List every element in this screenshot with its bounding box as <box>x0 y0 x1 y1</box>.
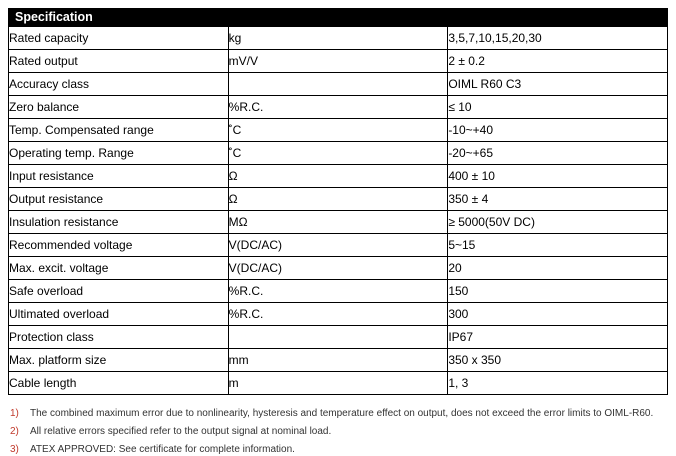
table-row <box>9 326 668 349</box>
value-cell: 2 ± 0.2 <box>448 50 668 73</box>
value-cell: 3,5,7,10,15,20,30 <box>448 27 668 50</box>
value-cell: -10~+40 <box>448 119 668 142</box>
table-row <box>9 27 668 50</box>
unit-cell: Ω <box>228 188 448 211</box>
table-row <box>9 188 668 211</box>
note-item <box>10 443 660 456</box>
table-row <box>9 280 668 303</box>
table-header-row <box>9 9 668 27</box>
table-row <box>9 50 668 73</box>
table-row <box>9 234 668 257</box>
table-title: Specification <box>9 9 668 27</box>
value-cell: 1, 3 <box>448 372 668 395</box>
parameter-cell: Protection class <box>9 326 229 349</box>
value-cell: 5~15 <box>448 234 668 257</box>
unit-cell: %R.C. <box>228 303 448 326</box>
value-cell: OIML R60 C3 <box>448 73 668 96</box>
specification-sheet <box>0 8 676 455</box>
parameter-cell: Accuracy class <box>9 73 229 96</box>
unit-cell: mV/V <box>228 50 448 73</box>
parameter-cell: Rated output <box>9 50 229 73</box>
unit-cell: ˚C <box>228 119 448 142</box>
note-number: 2) <box>10 426 19 437</box>
parameter-cell: Recommended voltage <box>9 234 229 257</box>
table-row <box>9 119 668 142</box>
value-cell: 20 <box>448 257 668 280</box>
table-body <box>9 27 668 395</box>
value-cell: 350 x 350 <box>448 349 668 372</box>
unit-cell: MΩ <box>228 211 448 234</box>
unit-cell: ˚C <box>228 142 448 165</box>
unit-cell: mm <box>228 349 448 372</box>
note-item <box>10 425 660 438</box>
value-cell: 150 <box>448 280 668 303</box>
unit-cell: Ω <box>228 165 448 188</box>
table-row <box>9 96 668 119</box>
table-row <box>9 73 668 96</box>
unit-cell: m <box>228 372 448 395</box>
note-text: ATEX APPROVED: See certificate for complete information. <box>30 444 295 455</box>
parameter-cell: Max. excit. voltage <box>9 257 229 280</box>
table-row <box>9 211 668 234</box>
parameter-cell: Ultimated overload <box>9 303 229 326</box>
parameter-cell: Cable length <box>9 372 229 395</box>
parameter-cell: Input resistance <box>9 165 229 188</box>
parameter-cell: Insulation resistance <box>9 211 229 234</box>
parameter-cell: Zero balance <box>9 96 229 119</box>
value-cell: ≤ 10 <box>448 96 668 119</box>
parameter-cell: Safe overload <box>9 280 229 303</box>
unit-cell: V(DC/AC) <box>228 257 448 280</box>
unit-cell: %R.C. <box>228 96 448 119</box>
note-text: The combined maximum error due to nonlinearity, hysteresis and temperature effect on output, does not exceed the error limits to OIML-R60. <box>30 408 654 419</box>
value-cell: ≥ 5000(50V DC) <box>448 211 668 234</box>
parameter-cell: Max. platform size <box>9 349 229 372</box>
note-item <box>10 407 660 420</box>
specification-table <box>8 8 668 395</box>
unit-cell <box>228 326 448 349</box>
table-row <box>9 257 668 280</box>
value-cell: 350 ± 4 <box>448 188 668 211</box>
unit-cell: %R.C. <box>228 280 448 303</box>
notes-list <box>10 407 660 456</box>
unit-cell: kg <box>228 27 448 50</box>
table-row <box>9 142 668 165</box>
table-row <box>9 303 668 326</box>
note-number: 3) <box>10 444 19 455</box>
note-text: All relative errors specified refer to the output signal at nominal load. <box>30 426 332 437</box>
parameter-cell: Output resistance <box>9 188 229 211</box>
unit-cell: V(DC/AC) <box>228 234 448 257</box>
value-cell: -20~+65 <box>448 142 668 165</box>
note-number: 1) <box>10 408 19 419</box>
table-row <box>9 165 668 188</box>
table-row <box>9 349 668 372</box>
value-cell: 400 ± 10 <box>448 165 668 188</box>
value-cell: IP67 <box>448 326 668 349</box>
parameter-cell: Operating temp. Range <box>9 142 229 165</box>
table-row <box>9 372 668 395</box>
parameter-cell: Temp. Compensated range <box>9 119 229 142</box>
value-cell: 300 <box>448 303 668 326</box>
parameter-cell: Rated capacity <box>9 27 229 50</box>
unit-cell <box>228 73 448 96</box>
